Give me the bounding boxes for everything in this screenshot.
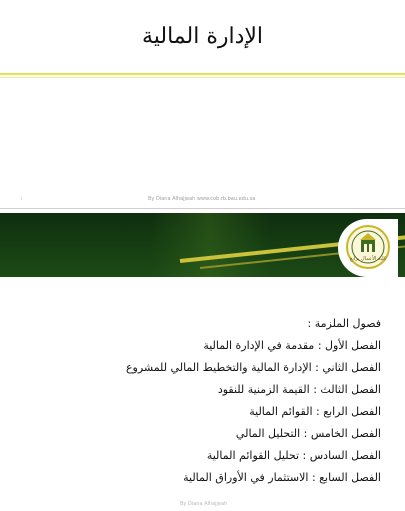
slide-title: الإدارة المالية <box>141 24 264 49</box>
logo-text: كلية الأعمال برابغ <box>349 256 387 262</box>
slide-footer <box>0 196 405 206</box>
header-banner <box>0 213 405 277</box>
chapter-item-5: الفصل الخامس : التحليل المالي <box>235 427 381 440</box>
title-underline-thin <box>0 77 405 78</box>
slide-2-footer: By Diana Alhajjeah <box>180 501 228 507</box>
chapter-item-4: الفصل الرابع : القوائم المالية <box>249 405 381 418</box>
chapters-list <box>21 313 381 489</box>
chapter-item-3: الفصل الثالث : القيمة الزمنية للنقود <box>217 383 381 396</box>
page-number: ١ <box>20 196 23 202</box>
title-underline <box>0 73 405 75</box>
chapter-item-7: الفصل السابع : الاستثمار في الأوراق المالية <box>183 471 381 484</box>
credit-text: By Diana Alhajjeah www.cob.rb.bau.edu.sa <box>148 196 256 202</box>
chapter-item-6: الفصل السادس : تحليل القوائم المالية <box>206 449 381 462</box>
college-emblem-icon <box>344 223 392 273</box>
chapter-item-2: الفصل الثاني : الإدارة المالية والتخطيط المالي للمشروع <box>125 361 381 374</box>
slide-1 <box>0 0 405 209</box>
chapter-item-1: الفصل الأول : مقدمة في الإدارة المالية <box>203 339 381 352</box>
college-logo <box>338 219 398 277</box>
chapters-heading: فصول الملزمة : <box>307 317 381 330</box>
slide-2 <box>0 213 405 511</box>
